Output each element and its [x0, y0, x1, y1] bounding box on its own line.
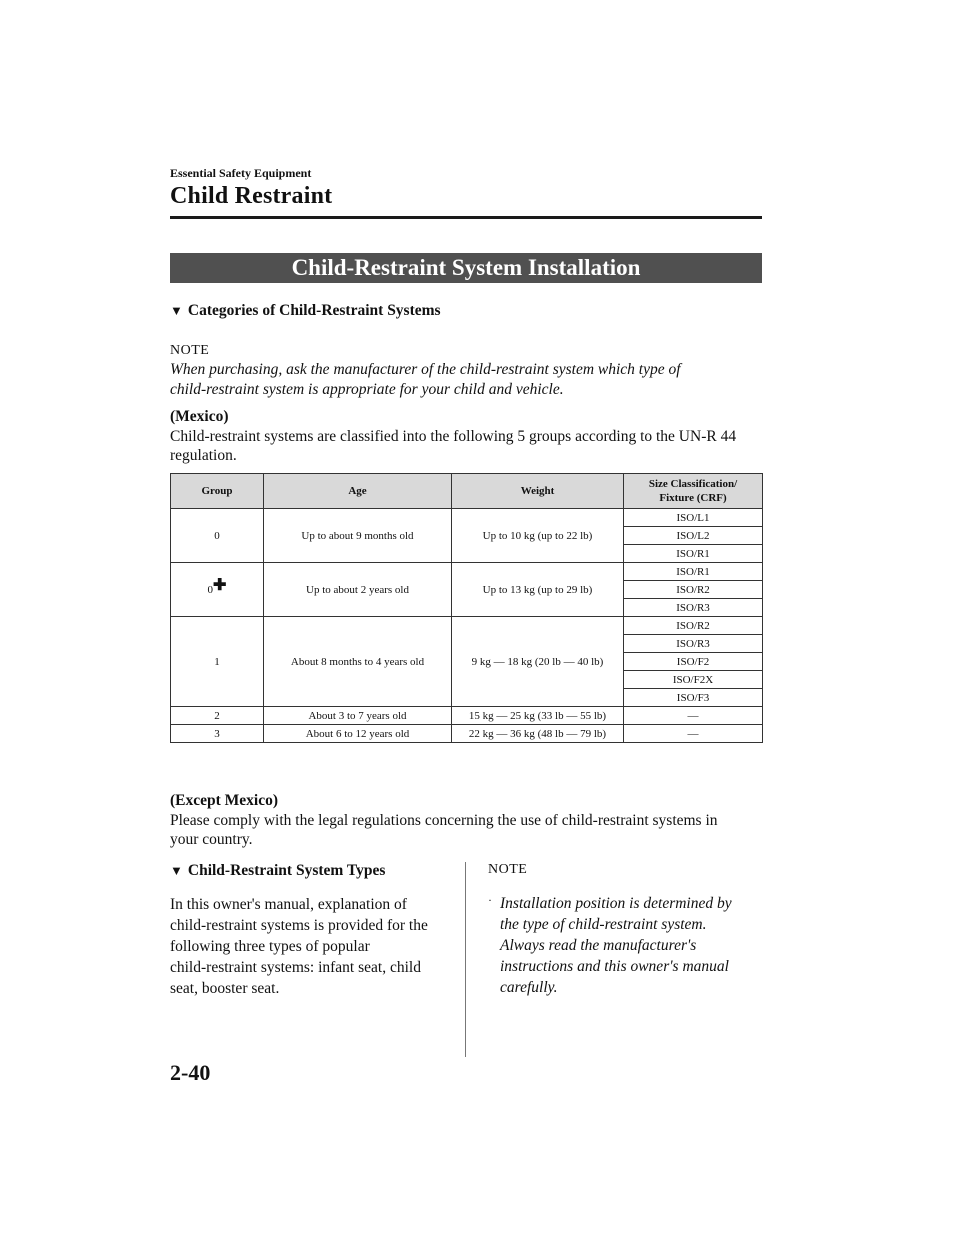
- table-header-row: [171, 474, 763, 509]
- table-row: [171, 509, 763, 527]
- cell-fixture: —: [624, 707, 763, 725]
- cell-fixture: ISO/R3: [624, 635, 763, 653]
- header-age: Age: [264, 474, 452, 509]
- note-line-2: child-restraint system is appropriate for your child and vehicle.: [170, 381, 564, 398]
- cell-fixture: ISO/R1: [624, 563, 763, 581]
- types-heading-text: Child-Restraint System Types: [187, 862, 386, 879]
- table-row: [171, 617, 763, 635]
- except-mexico-line-1: Please comply with the legal regulations concerning the use of child-restraint systems in: [170, 812, 718, 829]
- cell-fixture: —: [624, 725, 763, 743]
- cell-group-number: 0: [207, 583, 214, 596]
- cell-fixture: ISO/R3: [624, 599, 763, 617]
- header-weight: Weight: [452, 474, 624, 509]
- types-note-line: instructions and this owner's manual: [500, 958, 729, 975]
- page-title: Child Restraint: [170, 183, 333, 209]
- triangle-down-icon: ▼: [170, 863, 183, 878]
- section-banner: Child-Restraint System Installation: [170, 253, 762, 283]
- cell-group: 2: [171, 707, 264, 725]
- types-line: child-restraint systems: infant seat, child: [170, 959, 421, 976]
- column-divider: [465, 862, 466, 1057]
- cell-age: Up to about 9 months old: [264, 509, 452, 563]
- types-note-line: carefully.: [500, 979, 558, 996]
- page-number: 2-40: [170, 1060, 211, 1085]
- note-label: NOTE: [170, 343, 210, 358]
- table-row: [171, 563, 763, 581]
- mexico-line-2: regulation.: [170, 447, 237, 464]
- mexico-label: (Mexico): [170, 408, 229, 425]
- cell-weight: Up to 13 kg (up to 29 lb): [452, 563, 624, 617]
- types-note-line: Installation position is determined by: [500, 895, 732, 912]
- cell-fixture: ISO/R2: [624, 617, 763, 635]
- title-rule: [170, 216, 762, 219]
- table-row: [171, 707, 763, 725]
- cell-group: 3: [171, 725, 264, 743]
- cell-fixture: ISO/F2: [624, 653, 763, 671]
- cell-group: [171, 563, 264, 617]
- types-heading: [170, 862, 385, 880]
- cell-group: 0: [171, 509, 264, 563]
- types-line: seat, booster seat.: [170, 980, 280, 997]
- types-note-item: [488, 893, 748, 998]
- group-table: [170, 473, 763, 743]
- cell-age: Up to about 2 years old: [264, 563, 452, 617]
- except-mexico-label: (Except Mexico): [170, 792, 279, 809]
- cell-age: About 6 to 12 years old: [264, 725, 452, 743]
- plus-icon: ✚: [213, 576, 227, 594]
- types-note-label: NOTE: [488, 862, 528, 877]
- header-size-classification: [624, 474, 763, 509]
- categories-heading: [170, 302, 441, 320]
- types-note-line: Always read the manufacturer's: [500, 937, 697, 954]
- bullet-icon: ·: [488, 893, 492, 907]
- header-size-line-1: Size Classification/: [648, 478, 738, 490]
- cell-fixture: ISO/F3: [624, 689, 763, 707]
- cell-weight: 22 kg — 36 kg (48 lb — 79 lb): [452, 725, 624, 743]
- types-paragraph: [170, 894, 428, 999]
- types-line: In this owner's manual, explanation of: [170, 896, 407, 913]
- cell-fixture: ISO/R2: [624, 581, 763, 599]
- cell-fixture: ISO/L1: [624, 509, 763, 527]
- types-note-text: [488, 893, 748, 998]
- mexico-line-1: Child-restraint systems are classified into the following 5 groups according to the UN-R 44: [170, 428, 737, 445]
- breadcrumb: Essential Safety Equipment: [170, 166, 312, 180]
- note-line-1: When purchasing, ask the manufacturer of the child-restraint system which type of: [170, 361, 681, 378]
- categories-heading-text: Categories of Child-Restraint Systems: [187, 302, 441, 319]
- cell-fixture: ISO/R1: [624, 545, 763, 563]
- cell-weight: Up to 10 kg (up to 22 lb): [452, 509, 624, 563]
- except-mexico-line-2: your country.: [170, 831, 253, 848]
- table-row: [171, 725, 763, 743]
- cell-fixture: ISO/L2: [624, 527, 763, 545]
- types-line: child-restraint systems is provided for the: [170, 917, 428, 934]
- cell-group: 1: [171, 617, 264, 707]
- types-note-line: the type of child-restraint system.: [500, 916, 707, 933]
- header-size-line-2: Fixture (CRF): [659, 492, 727, 504]
- cell-age: About 8 months to 4 years old: [264, 617, 452, 707]
- cell-weight: 15 kg — 25 kg (33 lb — 55 lb): [452, 707, 624, 725]
- triangle-down-icon: ▼: [170, 303, 183, 318]
- cell-weight: 9 kg — 18 kg (20 lb — 40 lb): [452, 617, 624, 707]
- cell-fixture: ISO/F2X: [624, 671, 763, 689]
- cell-age: About 3 to 7 years old: [264, 707, 452, 725]
- header-group: Group: [171, 474, 264, 509]
- types-line: following three types of popular: [170, 938, 370, 955]
